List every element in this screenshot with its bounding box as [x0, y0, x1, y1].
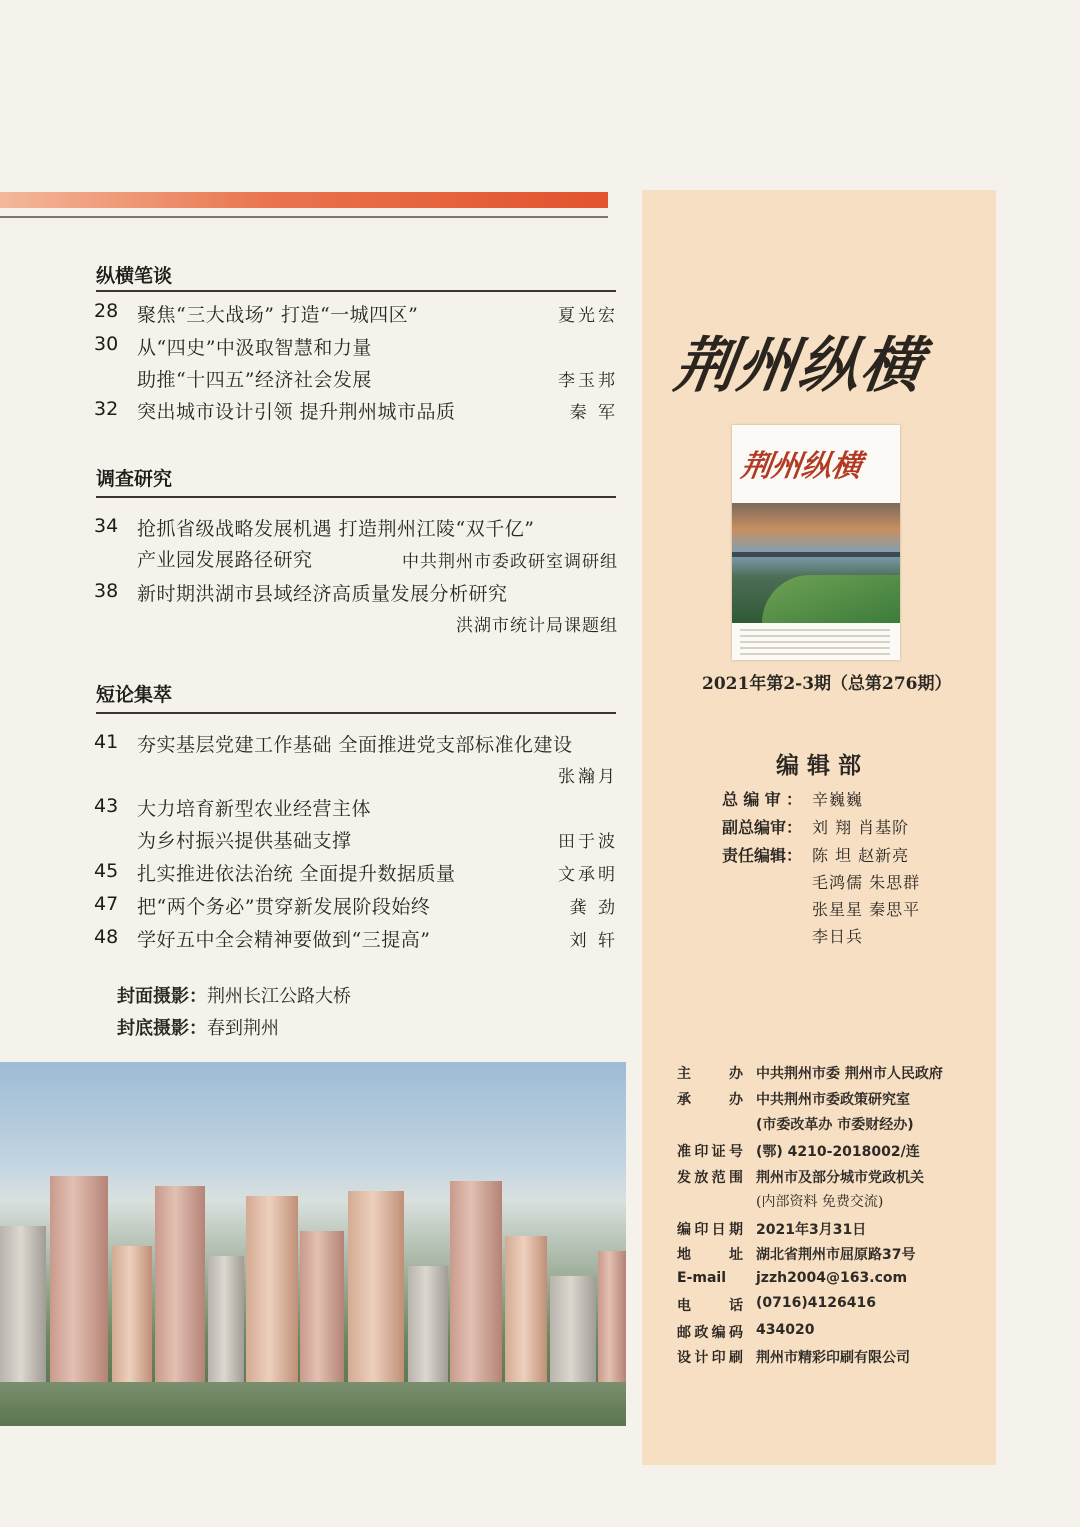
info-value: 2021年3月31日: [756, 1222, 867, 1238]
info-value: 中共荆州市委 荆州市人民政府: [756, 1066, 943, 1082]
info-label: 承办: [677, 1092, 743, 1108]
toc-author: 中共荆州市委政研室调研组: [402, 552, 618, 572]
editorial-value: 毛鸿儒 朱思群: [812, 873, 921, 892]
editorial-label: 副总编审：: [722, 818, 803, 837]
cover-text-lines: [740, 629, 890, 655]
toc-author: 李玉邦: [558, 371, 618, 391]
info-value: (0716)4126416: [756, 1295, 876, 1311]
credit-value: 春到荆州: [207, 1018, 279, 1039]
info-label: 地址: [677, 1247, 743, 1263]
toc-article-title[interactable]: 突出城市设计引领 提升荆州城市品质: [137, 401, 456, 423]
info-label: 电话: [677, 1298, 743, 1314]
toc-author: 刘 轩: [569, 931, 618, 951]
toc-article-title[interactable]: 大力培育新型农业经营主体: [137, 798, 372, 820]
toc-author: 田于波: [558, 832, 618, 852]
toc-article-subtitle[interactable]: 产业园发展路径研究: [137, 549, 313, 571]
toc-article-title[interactable]: 学好五中全会精神要做到“三提高”: [137, 929, 431, 951]
email-value[interactable]: jzzh2004@163.com: [756, 1270, 908, 1286]
editorial-value: 李日兵: [812, 927, 864, 946]
toc-page-number: 28: [94, 300, 119, 322]
toc-page-number: 32: [94, 398, 119, 420]
cover-thumbnail: [732, 425, 900, 660]
info-label: 准印证号: [677, 1144, 743, 1160]
info-label: 主办: [677, 1066, 743, 1082]
toc-author: 夏光宏: [558, 306, 618, 326]
toc-page-number: 45: [94, 860, 119, 882]
info-label: 设计印刷: [677, 1350, 743, 1366]
credit-label: 封面摄影：: [117, 986, 207, 1007]
info-label: 邮政编码: [677, 1325, 743, 1341]
credit-label: 封底摄影：: [117, 1018, 207, 1039]
toc-author: 文承明: [558, 865, 618, 885]
toc-page-number: 41: [94, 731, 119, 753]
toc-author: 秦 军: [569, 403, 618, 423]
park-shape: [762, 575, 900, 623]
editorial-value: 辛巍巍: [812, 790, 864, 809]
toc-article-subtitle[interactable]: 为乡村振兴提供基础支撑: [137, 830, 352, 852]
editorial-label: 责任编辑：: [722, 846, 803, 865]
toc-article-title[interactable]: 从“四史”中汲取智慧和力量: [137, 337, 372, 359]
info-value: 434020: [756, 1322, 815, 1338]
toc-page-number: 47: [94, 893, 119, 915]
city-skyline-photo: [0, 1062, 626, 1426]
cover-logo: 荆州纵横: [739, 449, 864, 484]
section-title: 短论集萃: [96, 684, 173, 706]
editorial-value: 刘 翔 肖基阶: [812, 818, 910, 837]
toc-article-title[interactable]: 聚焦“三大战场” 打造“一城四区”: [137, 304, 419, 326]
info-value: 荆州市及部分城市党政机关: [756, 1170, 924, 1186]
info-label: E-mail: [677, 1270, 727, 1286]
toc-article-title[interactable]: 扎实推进依法治统 全面提升数据质量: [137, 863, 456, 885]
toc-article-title[interactable]: 把“两个务必”贯穿新发展阶段始终: [137, 896, 431, 918]
info-value: (鄂) 4210-2018002/连: [756, 1144, 920, 1160]
section-title: 调查研究: [96, 468, 173, 490]
info-value: (市委改革办 市委财经办): [756, 1117, 914, 1133]
toc-page-number: 48: [94, 926, 119, 948]
toc-author: 洪湖市统计局课题组: [456, 616, 618, 636]
toc-article-subtitle[interactable]: 助推“十四五”经济社会发展: [137, 369, 372, 391]
toc-page-number: 30: [94, 333, 119, 355]
toc-page-number: 43: [94, 795, 119, 817]
editorial-value: 张星星 秦思平: [812, 900, 921, 919]
toc-article-title[interactable]: 新时期洪湖市县域经济高质量发展分析研究: [137, 583, 508, 605]
cover-photo-credit: [117, 982, 351, 1008]
ground: [0, 1382, 626, 1426]
editorial-value: 陈 坦 赵新亮: [812, 846, 910, 865]
info-value: 荆州市精彩印刷有限公司: [756, 1350, 910, 1366]
toc-author: 龚 劲: [569, 898, 618, 918]
info-label: 发放范围: [677, 1170, 743, 1186]
section-divider: [96, 712, 616, 714]
bridge-shape: [732, 552, 900, 557]
issue-number: 2021年第2-3期（总第276期）: [702, 674, 952, 694]
section-divider: [96, 290, 616, 292]
toc-author: 张瀚月: [558, 767, 618, 787]
back-photo-credit: [117, 1014, 279, 1040]
header-accent-bar: [0, 192, 608, 208]
masthead-logo: 荆州纵横: [670, 331, 929, 401]
info-value: (内部资料 免费交流): [756, 1194, 884, 1210]
section-divider: [96, 496, 616, 498]
toc-page-number: 38: [94, 580, 119, 602]
header-divider: [0, 216, 608, 218]
toc-article-title[interactable]: 夯实基层党建工作基础 全面推进党支部标准化建设: [137, 734, 573, 756]
toc-article-title[interactable]: 抢抓省级战略发展机遇 打造荆州江陵“双千亿”: [137, 518, 535, 540]
editorial-label: 总编审：: [722, 790, 802, 809]
info-value: 中共荆州市委政策研究室: [756, 1092, 910, 1108]
toc-page-number: 34: [94, 515, 119, 537]
editorial-heading: 编辑部: [776, 752, 869, 779]
section-title: 纵横笔谈: [96, 265, 173, 287]
info-label: 编印日期: [677, 1222, 743, 1238]
credit-value: 荆州长江公路大桥: [207, 986, 351, 1007]
info-value: 湖北省荆州市屈原路37号: [756, 1247, 916, 1263]
